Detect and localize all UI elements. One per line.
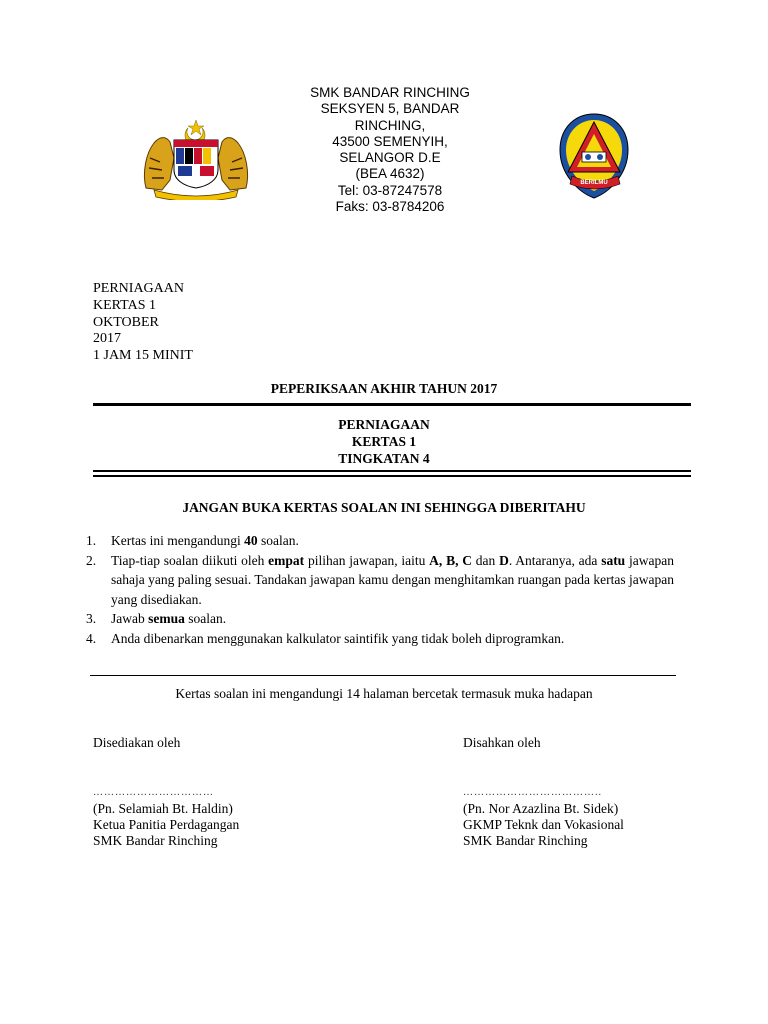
instruction-item — [86, 629, 674, 649]
instruction-number: 4. — [86, 630, 97, 646]
signer-position: GKMP Teknk dan Vokasional — [463, 817, 624, 832]
signature-approved-by — [463, 735, 624, 849]
signature-label: Disediakan oleh — [93, 735, 181, 750]
instruction-text — [111, 609, 674, 629]
instruction-run: Tiap-tiap soalan diikuti oleh — [111, 552, 269, 568]
signer-name: (Pn. Nor Azazlina Bt. Sidek) — [463, 801, 619, 816]
school-logo-ribbon: BERILMU — [580, 180, 608, 186]
instructions-list — [86, 531, 674, 648]
pages-note: Kertas soalan ini mengandungi 14 halaman bercetak termasuk muka hadapan — [175, 686, 593, 701]
instruction-item — [86, 531, 674, 551]
instruction-emphasis: semua — [148, 611, 185, 626]
instruction-run: pilihan jawapan, iaitu — [304, 552, 430, 568]
signature-label: Disahkan oleh — [463, 735, 541, 750]
address-line: RINCHING, — [354, 117, 426, 133]
instruction-emphasis: D — [499, 552, 509, 568]
instruction-number: 3. — [86, 611, 97, 626]
paper-line: KERTAS 1 — [93, 297, 156, 313]
subject-line: PERNIAGAAN — [93, 281, 184, 296]
instruction-item — [86, 551, 674, 610]
instruction-run: . Antaranya, ada — [508, 552, 602, 568]
school-crest-icon — [558, 112, 630, 202]
school-address-block — [290, 85, 490, 215]
divider — [93, 403, 691, 406]
signer-name: (Pn. Selamiah Bt. Haldin) — [93, 801, 233, 816]
form-title: TINGKATAN 4 — [338, 451, 430, 466]
address-line: SELANGOR D.E — [339, 150, 441, 166]
instruction-run: soalan. — [257, 533, 299, 548]
signature-prepared-by — [93, 735, 239, 849]
instruction-item — [86, 609, 674, 629]
instruction-run: Anda dibenarkan menggunakan kalkulator saintifik yang tidak boleh diprogramkan. — [111, 630, 565, 646]
subject-block — [0, 416, 768, 467]
coat-of-arms-icon — [140, 118, 252, 200]
instruction-emphasis: A, B, C — [429, 552, 473, 568]
instruction-number: 2. — [86, 552, 97, 568]
instruction-text — [111, 531, 674, 551]
divider — [90, 675, 676, 676]
divider — [93, 470, 691, 472]
signer-position: Ketua Panitia Perdagangan — [93, 817, 240, 832]
subject-title: PERNIAGAAN — [338, 417, 430, 432]
address-line: SEKSYEN 5, BANDAR — [320, 101, 460, 117]
instruction-run: dan — [472, 552, 500, 568]
instruction-run: jawapan sahaja yang paling sesuai. Tandakan jawapan kamu dengan menghitamkan ruangan pada kertas jawapan yang disediakan. — [111, 552, 674, 607]
instruction-run: Jawab — [111, 611, 149, 626]
paper-title: KERTAS 1 — [351, 434, 417, 449]
year-line: 2017 — [93, 331, 121, 347]
month-line: OKTOBER — [93, 314, 159, 330]
phone-line: Tel: 03-87247578 — [337, 182, 443, 198]
instruction-emphasis: 40 — [244, 533, 258, 548]
instruction-number: 1. — [86, 533, 97, 548]
paper-info — [93, 281, 193, 365]
divider — [93, 475, 691, 477]
instruction-run: Kertas ini mengandungi — [111, 533, 245, 548]
instruction-text — [111, 551, 674, 610]
signer-school: SMK Bandar Rinching — [93, 833, 218, 848]
duration-line: 1 JAM 15 MINIT — [93, 348, 193, 364]
signature-line: …………………………… — [93, 787, 214, 798]
address-line: (BEA 4632) — [355, 166, 425, 182]
instruction-emphasis: empat — [268, 552, 305, 568]
signature-line: ……………………………….. — [463, 787, 602, 798]
instruction-text — [111, 629, 674, 649]
instruction-run: soalan. — [184, 611, 227, 626]
warning-text: JANGAN BUKA KERTAS SOALAN INI SEHINGGA DIBERITAHU — [182, 500, 586, 515]
fax-line: Faks: 03-8784206 — [335, 199, 445, 215]
signer-school: SMK Bandar Rinching — [463, 833, 588, 848]
address-line: 43500 SEMENYIH, — [332, 133, 448, 149]
exam-title: PEPERIKSAAN AKHIR TAHUN 2017 — [270, 381, 498, 396]
address-line: SMK BANDAR RINCHING — [310, 85, 470, 100]
instruction-emphasis: satu — [601, 552, 626, 568]
